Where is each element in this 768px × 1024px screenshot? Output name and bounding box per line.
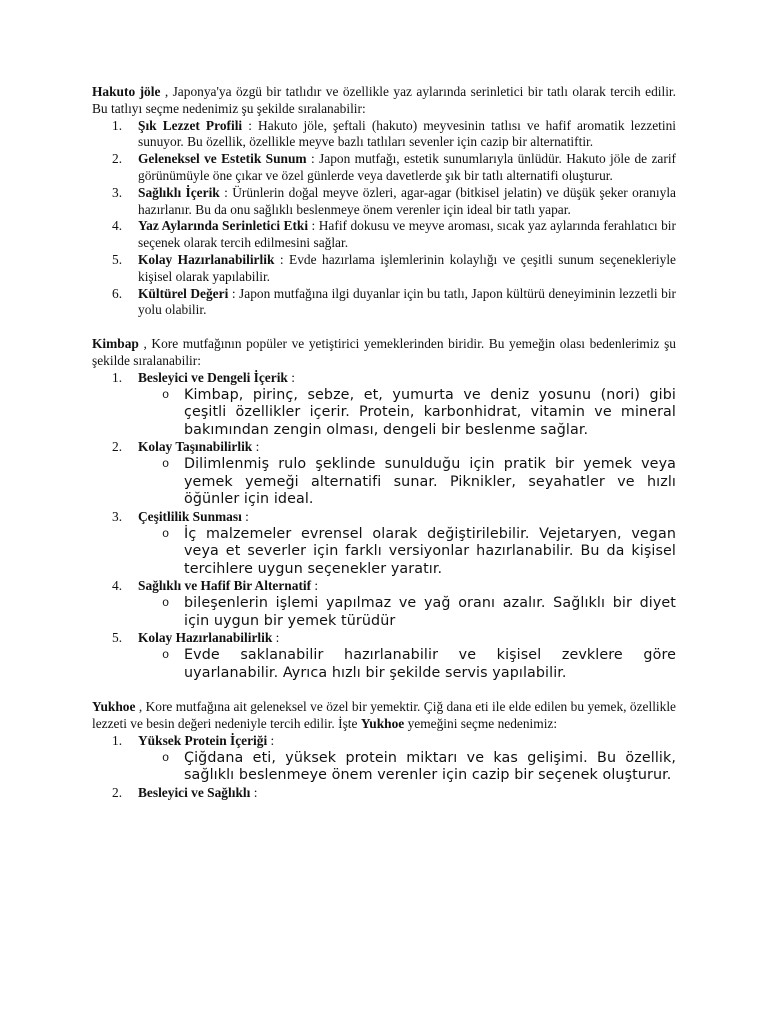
list-item-text: : Hafif dokusu ve meyve aroması, sıcak yaz aylarında ferahlatıcı bir seçenek olarak tercih edilmesini sağlar. (138, 218, 676, 251)
list-item (92, 370, 676, 440)
list-item-title: Yüksek Protein İçeriği (138, 733, 268, 749)
sub-list (138, 526, 676, 579)
list-item-title: Yaz Aylarında Serinletici Etki (138, 218, 309, 234)
list-number: 1. (112, 117, 123, 133)
list-number: 3. (112, 508, 123, 524)
list-number: 5. (112, 630, 123, 646)
list-number: 6. (112, 285, 123, 301)
list-item (92, 252, 676, 286)
list-item (92, 733, 676, 785)
list-item-title: Kültürel Değeri (138, 285, 229, 301)
list-number: 2. (112, 785, 123, 801)
list-item-colon: : (311, 578, 319, 594)
list-item (92, 578, 676, 630)
bullet-icon: o (162, 526, 170, 541)
list-item-colon: : (252, 439, 260, 455)
kimbap-intro (92, 336, 676, 370)
section-gap (92, 319, 676, 336)
sub-list-item (138, 387, 676, 440)
list-item-text: : Japon mutfağı, estetik sunumlarıyla ünlüdür. Hakuto jöle de zarif görünümüyle öne çıkar ve özel günlerde veya davetlerde şık bir tatlı alternatifi oluşturur. (138, 151, 676, 183)
list-number: 5. (112, 251, 123, 267)
list-number: 4. (112, 218, 123, 234)
list-item-title: Şık Lezzet Profili (138, 117, 243, 133)
bullet-icon: o (162, 648, 170, 663)
list-item (92, 509, 676, 579)
sub-list (138, 456, 676, 509)
list-item (92, 118, 676, 152)
sub-list-item (138, 750, 676, 785)
list-item-text: : Evde hazırlama işlemlerinin kolaylığı ve çeşitli sunum seçenekleriyle kişisel olarak yapılabilir. (138, 251, 676, 284)
hakuto-intro-text: , Japonya'ya özgü bir tatlıdır ve özellikle yaz aylarında serinletici bir tatlı olarak tercih edilir. Bu tatlıyı seçme nedenimiz şu şekilde sıralanabilir: (92, 84, 677, 116)
list-item-title: Sağlıklı ve Hafif Bir Alternatif (138, 578, 312, 594)
sub-list-item (138, 526, 676, 579)
list-item-title: Geleneksel ve Estetik Sunum (138, 151, 307, 167)
sub-list-text: Kimbap, pirinç, sebze, et, yumurta ve deniz yosunu (nori) gibi çeşitli özellikler içerir. Protein, karbonhidrat, vitamin ve mineral bakımından zengin olması, dengeli bir beslenme sağlar. (184, 386, 676, 438)
kimbap-list (92, 370, 676, 683)
sub-list (138, 647, 676, 682)
sub-list-text: Evde saklanabilir hazırlanabilir ve kişisel zevklere göre uyarlanabilir. Ayrıca hızlı bir şekilde servis yapılabilir. (184, 647, 676, 681)
list-item-title: Kolay Taşınabilirlik (138, 439, 253, 455)
list-item-title: Kolay Hazırlanabilirlik (138, 251, 275, 267)
sub-list-text: İç malzemeler evrensel olarak değiştirilebilir. Vejetaryen, vegan veya et severler için farklı versiyonlar hazırlanabilir. Bu da kişisel tercihlere uygun seçenekler yaratır. (184, 525, 676, 577)
sub-list-text: Çiğdana eti, yüksek protein miktarı ve kas gelişimi. Bu özellik, sağlıklı beslenmeye önem verenler için cazip bir seçenek oluşturur. (184, 749, 676, 784)
list-item (92, 218, 676, 252)
list-item (92, 185, 676, 219)
list-item-title: Besleyici ve Dengeli İçerik (138, 369, 288, 385)
list-item (92, 151, 676, 185)
list-item-colon: : (287, 369, 295, 385)
list-number: 4. (112, 578, 123, 594)
sub-list-text: Dilimlenmiş rulo şeklinde sunulduğu için pratik bir yemek veya yemek yemeği alternatifi sunar. Piknikler, seyahatler ve hızlı öğünler için ideal. (184, 456, 676, 508)
list-item-text: : Hakuto jöle, şeftali (hakuto) meyvesinin tatlısı ve hafif aromatik lezzetini sunuyor. Bu özellik, özellikle meyve bazlı tatlıları sevenler için cazip bir alternatiftir. (138, 117, 677, 150)
hakuto-title: Hakuto jöle (92, 84, 161, 99)
kimbap-title: Kimbap (92, 336, 139, 352)
bullet-icon: o (162, 457, 170, 472)
yukhoe-list (92, 733, 676, 802)
yukhoe-intro-text-end: yemeğini seçme nedenimiz: (404, 716, 558, 732)
list-number: 1. (112, 369, 123, 385)
sub-list (138, 595, 676, 630)
section-gap (92, 682, 676, 699)
hakuto-intro (92, 84, 676, 118)
list-item-text: : Japon mutfağına ilgi duyanlar için bu tatlı, Japon kültürü deneyiminin lezzetli bir yolu olabilir. (138, 285, 676, 318)
list-item-colon: : (250, 785, 258, 801)
list-item-title: Besleyici ve Sağlıklı (138, 785, 251, 801)
sub-list (138, 750, 676, 785)
bullet-icon: o (162, 387, 170, 402)
list-item-title: Kolay Hazırlanabilirlik (138, 630, 273, 646)
sub-list-text: bileşenlerin işlemi yapılmaz ve yağ oranı azalır. Sağlıklı bir diyet için uygun bir yemek türüdür (184, 595, 676, 629)
yukhoe-intro-bold: Yukhoe (360, 716, 405, 732)
list-item-title: Sağlıklı İçerik (138, 184, 220, 200)
hakuto-list (92, 118, 676, 320)
sub-list (138, 387, 676, 440)
list-item-colon: : (241, 508, 249, 524)
sub-list-item (138, 456, 676, 509)
list-item-text: : Ürünlerin doğal meyve özleri, agar-agar (bitkisel jelatin) ve düşük şeker oranıyla hazırlanır. Bu da onu sağlıklı beslenmeye önem verenler için ideal bir tatlı yapar. (138, 184, 676, 217)
list-item (92, 439, 676, 509)
list-number: 3. (112, 184, 123, 200)
list-item-colon: : (272, 630, 280, 646)
bullet-icon: o (162, 750, 170, 765)
list-number: 2. (112, 151, 123, 167)
kimbap-intro-text: , Kore mutfağının popüler ve yetiştirici yemeklerinden biridir. Bu yemeğin olası bedenlerimiz şu şekilde sıralanabilir: (92, 336, 676, 368)
list-number: 1. (112, 733, 123, 749)
sub-list-item (138, 595, 676, 630)
list-item-colon: : (267, 733, 275, 749)
list-item (92, 286, 676, 320)
yukhoe-intro (92, 699, 676, 733)
list-item-title: Çeşitlilik Sunması (138, 508, 242, 524)
yukhoe-title: Yukhoe (92, 699, 136, 715)
yukhoe-intro-text: , Kore mutfağına ait geleneksel ve özel bir yemektir. Çiğ dana eti ile elde edilen bu yemek, özellikle lezzeti ve besin değeri nedeniyle tercih edilir. İşte (92, 699, 676, 732)
bullet-icon: o (162, 596, 170, 611)
list-item (92, 630, 676, 682)
sub-list-item (138, 647, 676, 682)
document-page (92, 84, 676, 802)
list-number: 2. (112, 439, 123, 455)
list-item (92, 785, 676, 802)
